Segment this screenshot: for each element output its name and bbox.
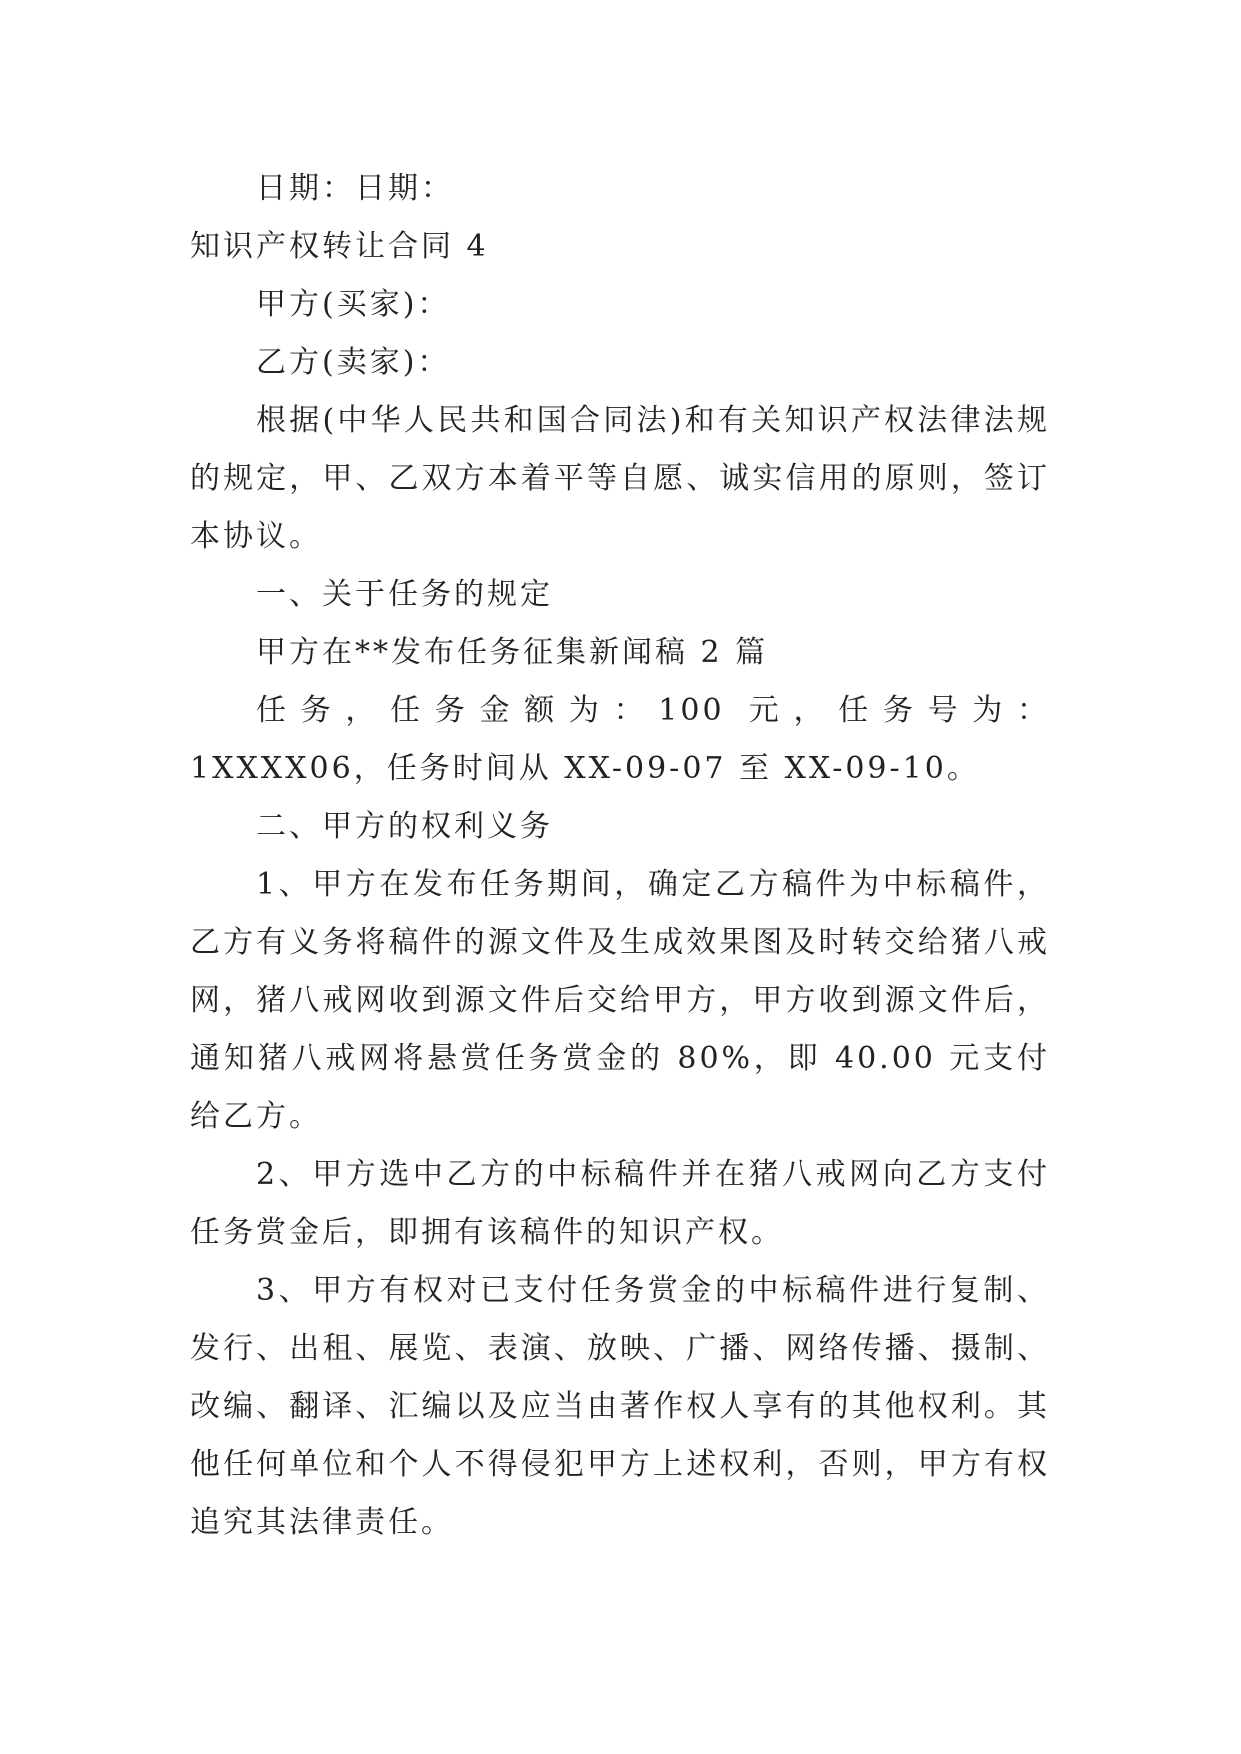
section-1-heading: 一、关于任务的规定 — [256, 577, 553, 612]
contract-title: 知识产权转让合同 4 — [190, 229, 489, 264]
document-body — [190, 160, 1050, 1552]
section-1-paragraph-1: 甲方在**发布任务征集新闻稿 2 篇 — [256, 635, 769, 670]
preamble-paragraph: 根据(中华人民共和国合同法)和有关知识产权法律法规的规定，甲、乙双方本着平等自愿、诚实信用的原则，签订本协议。 — [190, 403, 1050, 554]
party-a-line: 甲方(买家)： — [256, 287, 451, 322]
date-line: 日期：日期： — [256, 171, 454, 206]
clause-3-paragraph: 3、甲方有权对已支付任务赏金的中标稿件进行复制、发行、出租、展览、表演、放映、广播、网络传播、摄制、改编、翻译、汇编以及应当由著作权人享有的其他权利。其他任何单位和个人不得侵犯甲方上述权利，否则，甲方有权追究其法律责任。 — [190, 1273, 1050, 1540]
clause-2-paragraph: 2、甲方选中乙方的中标稿件并在猪八戒网向乙方支付任务赏金后，即拥有该稿件的知识产权。 — [190, 1157, 1050, 1250]
section-1-paragraph-2: 任务，任务金额为：100 元，任务号为：1XXXX06，任务时间从 XX-09-07 至 XX-09-10。 — [190, 693, 1050, 786]
party-b-line: 乙方(卖家)： — [256, 345, 451, 380]
clause-1-paragraph: 1、甲方在发布任务期间，确定乙方稿件为中标稿件，乙方有义务将稿件的源文件及生成效果图及时转交给猪八戒网，猪八戒网收到源文件后交给甲方，甲方收到源文件后，通知猪八戒网将悬赏任务赏金的 80%，即 40.00 元支付给乙方。 — [190, 867, 1050, 1134]
section-2-heading: 二、甲方的权利义务 — [256, 809, 553, 844]
